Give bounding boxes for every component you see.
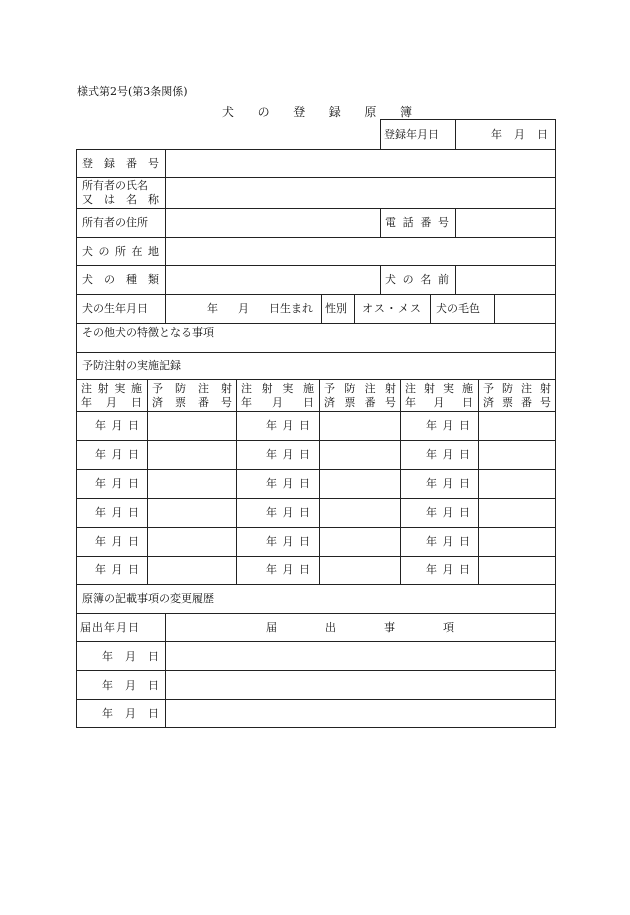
history-date-cell: 年 月 日 <box>102 650 159 663</box>
registration-number-label: 登 録 番 号 <box>82 157 159 170</box>
vaccination-date-cell: 年 月 日 <box>95 506 140 519</box>
vaccination-date-cell: 年 月 日 <box>426 477 471 490</box>
vaccination-ticket-header: 予 防 注 射 <box>324 382 396 395</box>
phone-label: 電 話 番 号 <box>385 216 449 229</box>
form-code: 様式第2号(第3条関係) <box>77 85 188 98</box>
vaccination-date-cell: 年 月 日 <box>426 535 471 548</box>
sex-label: 性別 <box>325 302 347 315</box>
vaccination-date-cell: 年 月 日 <box>426 448 471 461</box>
history-date-cell: 年 月 日 <box>102 679 159 692</box>
sex-value: オス・メス <box>362 302 422 315</box>
vaccination-date-header: 注 射 実 施 <box>405 382 473 395</box>
vaccination-ticket-header: 予 防 注 射 <box>483 382 551 395</box>
title-char: 登 <box>293 105 306 119</box>
owner-name-label-line2: 又 は 名 称 <box>82 193 159 206</box>
history-section-title: 原簿の記載事項の変更履歴 <box>82 592 214 605</box>
vaccination-date-cell: 年 月 日 <box>95 535 140 548</box>
vaccination-date-cell: 年 月 日 <box>266 535 311 548</box>
vaccination-date-cell: 年 月 日 <box>95 563 140 576</box>
vaccination-date-cell: 年 月 日 <box>95 477 140 490</box>
vaccination-date-header: 注 射 実 施 <box>241 382 314 395</box>
vaccination-date-cell: 年 月 日 <box>266 477 311 490</box>
document-title <box>222 103 412 120</box>
dog-location-label: 犬 の 所 在 地 <box>82 245 159 258</box>
vaccination-date-cell: 年 月 日 <box>266 506 311 519</box>
breed-label: 犬 の 種 類 <box>82 273 159 286</box>
registration-date-label: 登録年月日 <box>384 128 439 141</box>
vaccination-date-cell: 年 月 日 <box>426 506 471 519</box>
coat-color-label: 犬の毛色 <box>436 302 480 315</box>
vaccination-date-cell: 年 月 日 <box>266 563 311 576</box>
history-notice-header: 届 出 事 項 <box>266 621 454 634</box>
title-char: の <box>257 105 270 119</box>
title-char: 原 <box>364 105 377 119</box>
vaccination-section-title: 予防注射の実施記録 <box>82 359 181 372</box>
owner-name-label-line1: 所有者の氏名 <box>82 179 148 192</box>
vaccination-date-header: 注 射 実 施 <box>81 382 142 395</box>
title-char: 犬 <box>222 105 235 119</box>
history-date-header: 届出年月日 <box>80 621 140 634</box>
birth-date-label: 犬の生年月日 <box>82 302 148 315</box>
history-date-cell: 年 月 日 <box>102 707 159 720</box>
vaccination-date-cell: 年 月 日 <box>95 448 140 461</box>
dog-name-label: 犬 の 名 前 <box>385 273 449 286</box>
title-char: 簿 <box>399 105 412 119</box>
vaccination-date-cell: 年 月 日 <box>266 448 311 461</box>
owner-address-label: 所有者の住所 <box>82 216 148 229</box>
other-features-label: その他犬の特徴となる事項 <box>82 326 214 339</box>
vaccination-date-cell: 年 月 日 <box>266 419 311 432</box>
title-char: 録 <box>328 105 341 119</box>
registration-date-value: 年 月 日 <box>491 128 548 141</box>
vaccination-ticket-header: 予 防 注 射 <box>152 382 232 395</box>
vaccination-date-cell: 年 月 日 <box>426 419 471 432</box>
vaccination-date-cell: 年 月 日 <box>426 563 471 576</box>
vaccination-date-cell: 年 月 日 <box>95 419 140 432</box>
birth-date-value: 年 月 日生まれ <box>207 302 313 315</box>
